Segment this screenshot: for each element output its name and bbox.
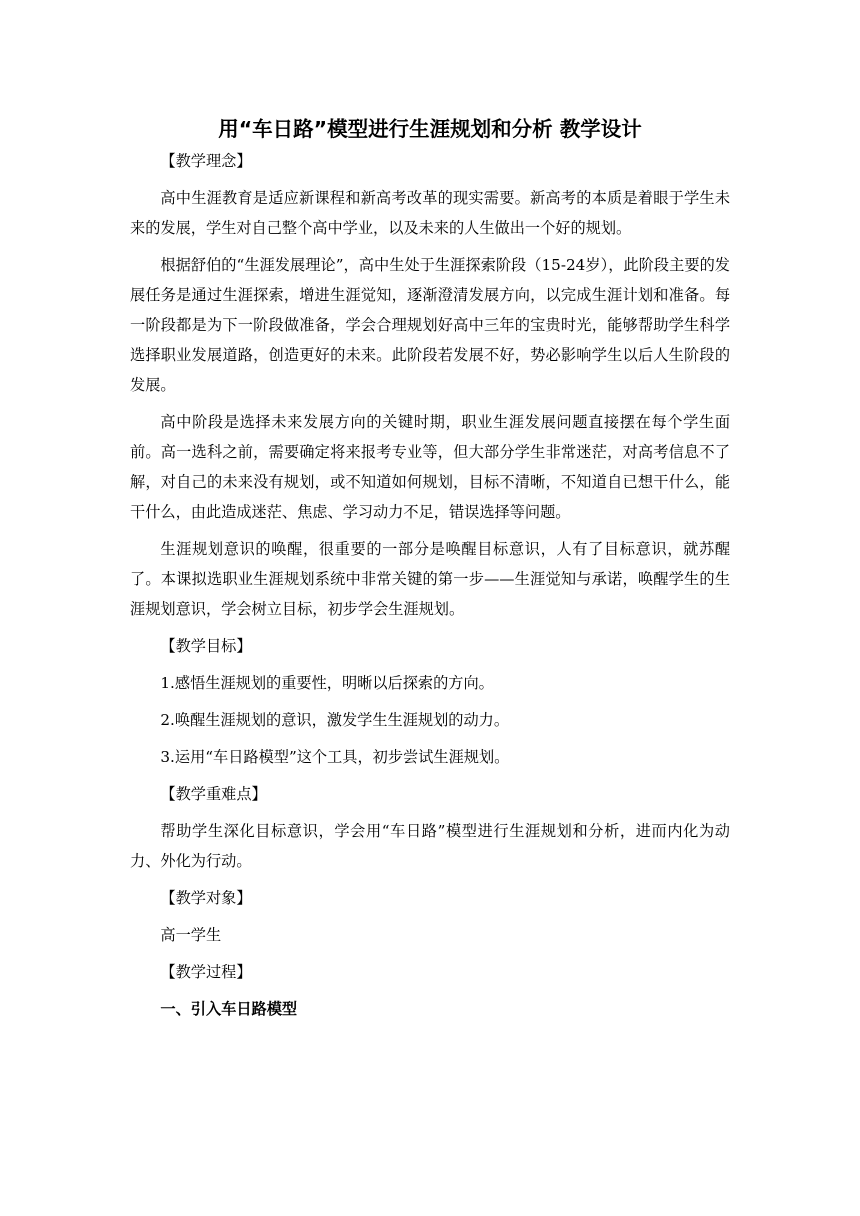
paragraph: 帮助学生深化目标意识，学会用“车日路”模型进行生涯规划和分析，进而内化为动力、外化为行动。 (130, 822, 730, 870)
section-heading-goals: 【教学目标】 (160, 637, 252, 655)
section-heading-concept: 【教学理念】 (160, 152, 252, 170)
audience-value: 高一学生 (160, 926, 222, 944)
goal-item: 2.唤醒生涯规划的意识，激发学生生涯规划的动力。 (160, 711, 510, 729)
section-heading-process: 【教学过程】 (160, 963, 252, 981)
paragraph: 高中生涯教育是适应新课程和新高考改革的现实需要。新高考的本质是着眼于学生未来的发展，学生对自己整个高中学业，以及未来的人生做出一个好的规划。 (130, 189, 730, 237)
document-body (130, 146, 730, 1031)
document-title: 用“车日路”模型进行生涯规划和分析 教学设计 (218, 117, 642, 141)
process-step-heading: 一、引入车日路模型 (160, 1000, 298, 1018)
section-heading-audience: 【教学对象】 (160, 889, 252, 907)
goal-item: 3.运用“车日路模型”这个工具，初步尝试生涯规划。 (160, 748, 510, 766)
section-heading-key-points: 【教学重难点】 (160, 785, 267, 803)
paragraph: 根据舒伯的“生涯发展理论”，高中生处于生涯探索阶段（15-24岁），此阶段主要的发展任务是通过生涯探索，增进生涯觉知，逐渐澄清发展方向，以完成生涯计划和准备。每一阶段都是为下一阶段做准备，学会合理规划好高中三年的宝贵时光，能够帮助学生科学选择职业发展道路，创造更好的未来。此阶段若发展不好，势必影响学生以后人生阶段的发展。 (130, 256, 730, 394)
paragraph: 生涯规划意识的唤醒，很重要的一部分是唤醒目标意识，人有了目标意识，就苏醒了。本课拟选职业生涯规划系统中非常关键的第一步——生涯觉知与承诺，唤醒学生的生涯规划意识，学会树立目标，初步学会生涯规划。 (130, 540, 730, 618)
goal-item: 1.感悟生涯规划的重要性，明晰以后探索的方向。 (160, 674, 494, 692)
paragraph: 高中阶段是选择未来发展方向的关键时期，职业生涯发展问题直接摆在每个学生面前。高一选科之前，需要确定将来报考专业等，但大部分学生非常迷茫，对高考信息不了解，对自己的未来没有规划，或不知道如何规划，目标不清晰，不知道自已想干什么，能干什么，由此造成迷茫、焦虑、学习动力不足，错误选择等问题。 (130, 413, 730, 521)
